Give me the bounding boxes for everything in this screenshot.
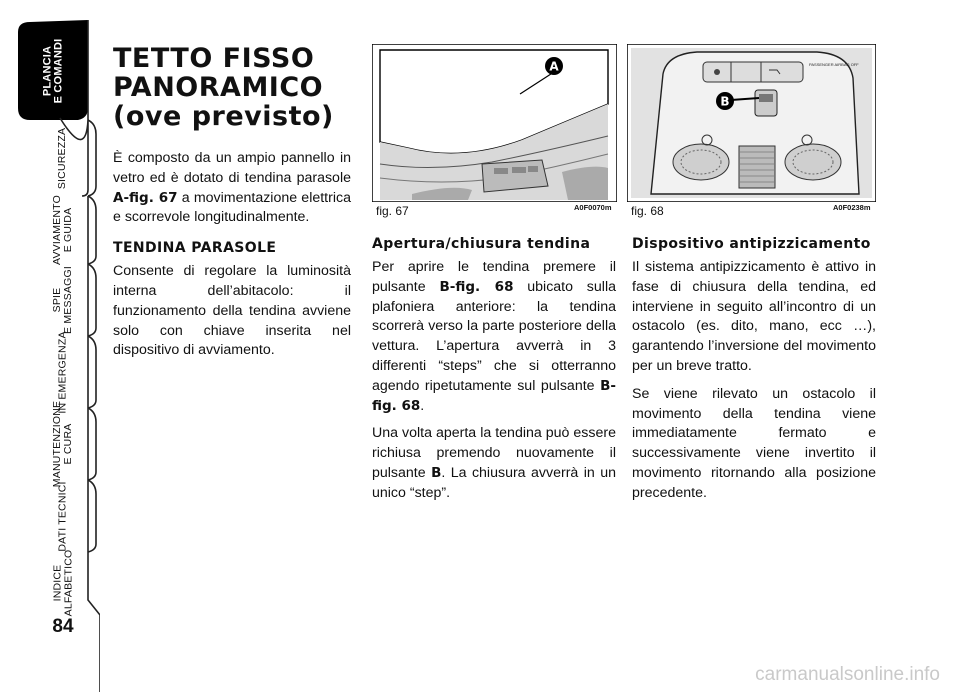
intro-paragraph <box>113 149 351 228</box>
apertura-text: Per aprire le tendina premere il pulsante <box>372 259 616 295</box>
tendina-paragraph: Consente di regolare la luminosità interna dell’abitacolo: il funzionamento della tendina avviene solo con chiave inserita nel dispositivo di avviamento. <box>113 263 351 359</box>
apertura-text: . La chiusura avverrà in un unico “step”. <box>372 464 616 501</box>
page-number: 84 <box>52 616 74 637</box>
title-line-2: PANORAMICO <box>113 72 324 103</box>
apertura-text: Una volta aperta la tendina può essere richiusa premendo nuovamente il pulsante <box>372 425 616 481</box>
tab-label: IN EMERGENZA <box>56 330 69 414</box>
fig68-reference: B-fig. 68 <box>439 278 514 295</box>
callout-a: A <box>549 59 559 74</box>
title-line-1: TETTO FISSO <box>113 43 315 74</box>
tab-label: DATI TECNICI <box>56 480 69 552</box>
antipizz-paragraph-1: Il sistema antipizzicamento è attivo in fase di chiusura della tendina, ed interviene in seguito all’incontro di un ostacolo (es. dito, mano, ecc …), garantendo l’inversione del movimento per un breve tratto. <box>632 259 876 374</box>
overhead-console-illustration <box>627 44 876 202</box>
section-heading-antipizzicamento: Dispositivo antipizzicamento <box>632 236 871 252</box>
fig67-code: A0F0070m <box>574 203 612 212</box>
tab-label: SPIE E MESSAGGI <box>51 266 74 334</box>
apertura-paragraph-2 <box>372 424 616 503</box>
tab-label: PLANCIA E COMANDI <box>41 38 64 104</box>
figure-68 <box>627 44 876 218</box>
tab-sicurezza[interactable] <box>38 122 88 194</box>
fig68-caption: fig. 68 <box>631 204 664 218</box>
apertura-text: . <box>420 397 425 414</box>
panel-text: PASSENGER AIRBAG OFF <box>809 62 859 67</box>
tab-indice-alfabetico[interactable] <box>38 549 88 617</box>
page-title <box>113 44 351 131</box>
apertura-paragraph-1 <box>372 258 616 416</box>
section-heading-apertura: Apertura/chiusura tendina <box>372 236 591 252</box>
tab-label: AVVIAMENTO E GUIDA <box>51 195 75 265</box>
fig67-caption: fig. 67 <box>376 204 409 218</box>
watermark: carmanualsonline.info <box>755 664 940 685</box>
chapter-index <box>0 0 100 692</box>
tab-dati-tecnici[interactable] <box>38 480 88 552</box>
intro-text: È composto da un ampio pannello in vetro ed è dotato di tendina parasole <box>113 150 351 186</box>
tab-plancia-e-comandi[interactable] <box>18 22 88 120</box>
fig67-reference: A-fig. 67 <box>113 189 178 206</box>
title-line-3: (ove previsto) <box>113 101 334 132</box>
panoramic-roof-illustration <box>372 44 617 202</box>
column-right <box>632 236 876 512</box>
tab-in-emergenza[interactable] <box>38 330 88 414</box>
apertura-text: ubicato sulla plafoniera anteriore: la tendina scorrerà verso la parte posteriore della vettura. L’apertura avverrà in 3 differenti “steps” che si otterranno agendo ripetutamente sul pulsante <box>372 278 616 394</box>
button-b-reference: B <box>431 464 442 481</box>
fig68-code: A0F0238m <box>833 203 871 212</box>
intro-text: a movimentazione elettrica e scorrevole longitudinalmente. <box>113 189 351 226</box>
section-heading-tendina: TENDINA PARASOLE <box>113 240 277 257</box>
tab-spie-e-messaggi[interactable] <box>38 264 88 336</box>
fig68-reference: B-fig. 68 <box>372 377 616 414</box>
antipizz-paragraph-2: Se viene rilevato un ostacolo il movimento della tendina viene immediatamente fermato e successivamente viene invertito il movimento ritornando alla posizione precedente. <box>632 385 876 501</box>
figure-67 <box>372 44 617 218</box>
tab-label: MANUTENZIONE E CURA <box>51 400 74 488</box>
passenger-airbag-off-label <box>809 62 859 67</box>
column-left <box>113 44 351 369</box>
column-middle <box>372 236 616 512</box>
tab-label: INDICE ALFABETICO <box>51 549 74 617</box>
tab-label: SICUREZZA <box>56 127 69 189</box>
callout-b: B <box>720 94 730 109</box>
tab-avviamento-e-guida[interactable] <box>38 196 88 264</box>
tab-manutenzione-e-cura[interactable] <box>38 400 88 488</box>
